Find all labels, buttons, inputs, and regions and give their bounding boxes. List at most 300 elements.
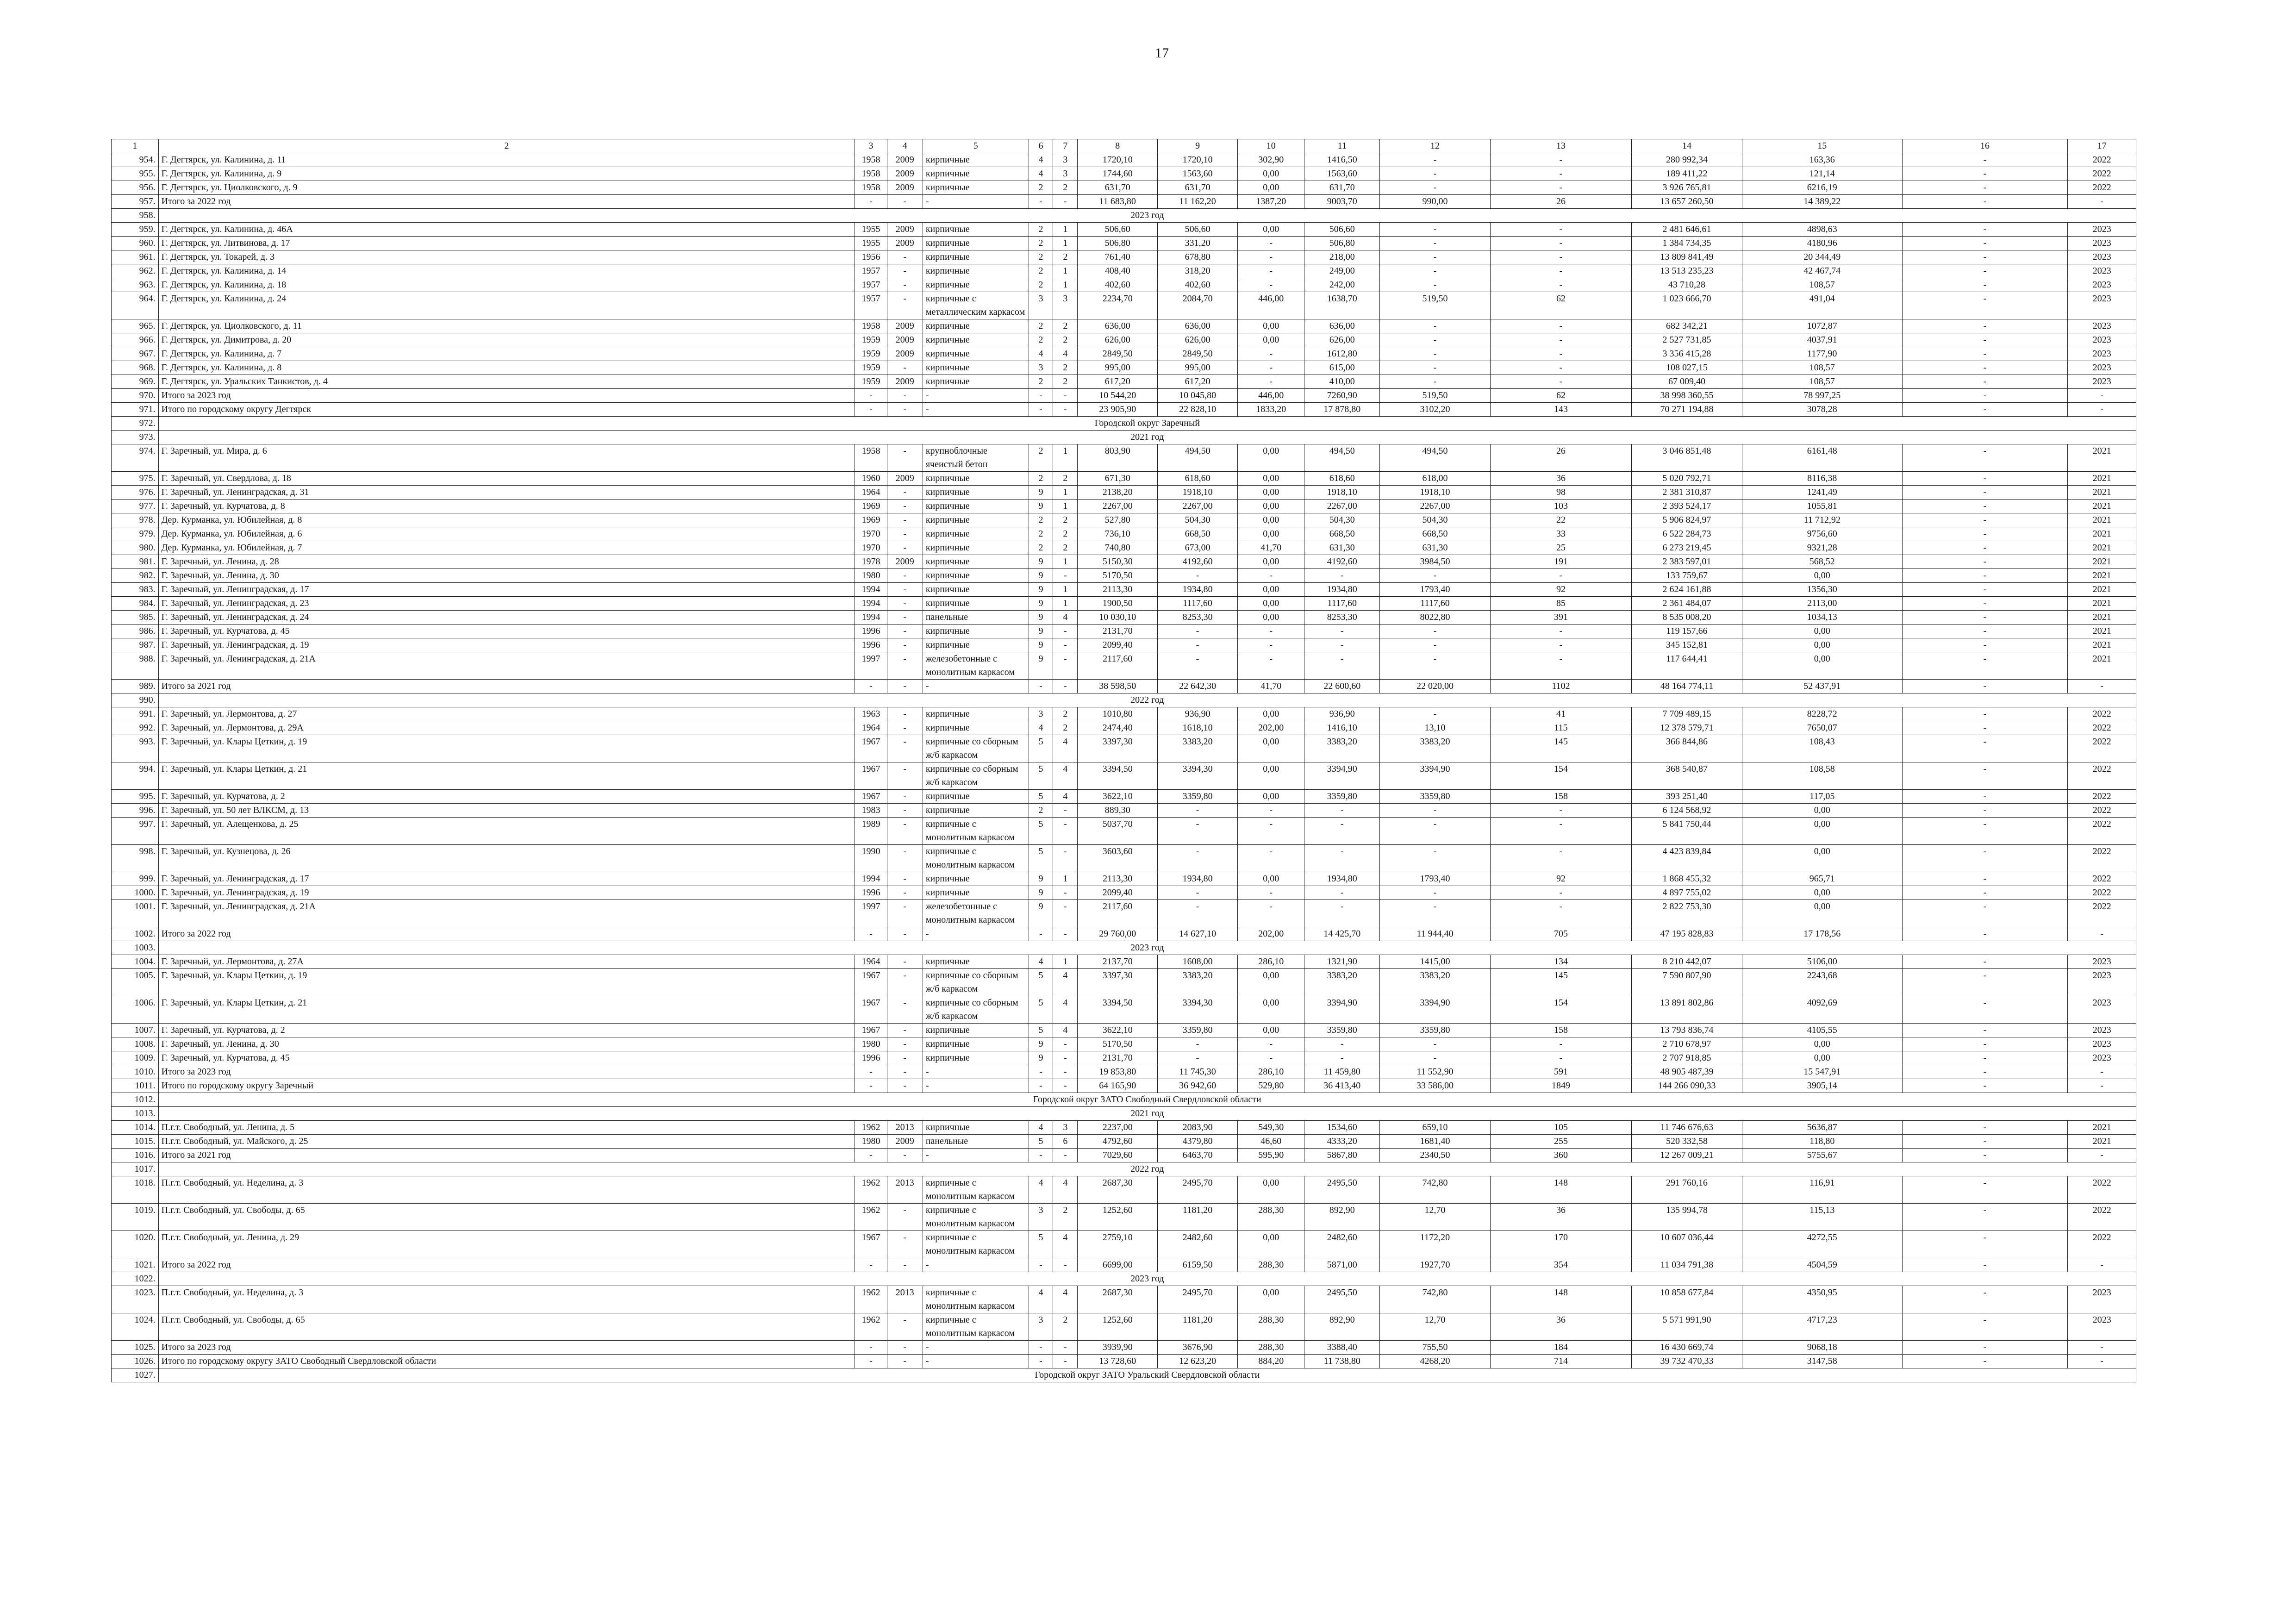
owned-area-cell: - [1380,181,1491,195]
year-built-cell: 1969 [855,500,887,513]
repair-year-cell: 2023 [2068,375,2136,389]
address-cell: Г. Дегтярск, ул. Циолковского, д. 9 [158,181,855,195]
cost-cell: 2 624 161,88 [1631,583,1742,597]
register-table-wrapper [111,139,2136,1382]
non-residential-area-cell: - [1238,638,1304,652]
table-row [112,389,2136,403]
wall-material-cell: кирпичные [923,804,1029,818]
repair-year-cell: 2021 [2068,444,2136,472]
entrances-cell: 4 [1053,762,1078,790]
non-residential-area-cell: - [1238,804,1304,818]
year-repaired-cell: - [887,389,923,403]
cost-per-m2-cell: 4105,55 [1742,1024,1902,1037]
address-cell: Дер. Курманка, ул. Юбилейная, д. 7 [158,541,855,555]
col16-cell: - [1902,1051,2068,1065]
year-repaired-cell: - [887,1065,923,1079]
floors-cell: - [1029,389,1053,403]
year-built-cell: 1994 [855,583,887,597]
year-repaired-cell: 2009 [887,1135,923,1149]
cost-cell: 1 384 734,35 [1631,237,1742,250]
owned-area-cell: 11 944,40 [1380,927,1491,941]
total-area-cell: 1252,60 [1078,1313,1158,1341]
repair-year-cell: 2021 [2068,569,2136,583]
floors-cell: 2 [1029,472,1053,486]
section-row [112,431,2136,444]
year-repaired-cell: - [887,1079,923,1093]
premises-area-cell: 3394,30 [1158,762,1238,790]
cost-per-m2-cell: 568,52 [1742,555,1902,569]
premises-area-cell: 3383,20 [1158,969,1238,996]
non-residential-area-cell: 0,00 [1238,555,1304,569]
residential-area-cell: 11 459,80 [1304,1065,1380,1079]
year-repaired-cell: - [887,361,923,375]
residential-area-cell: - [1304,1037,1380,1051]
column-number-header: 16 [1902,139,2068,153]
address-cell: Г. Заречный, ул. Ленина, д. 30 [158,569,855,583]
cost-per-m2-cell: 4504,59 [1742,1258,1902,1272]
col16-cell: - [1902,153,2068,167]
wall-material-cell: кирпичные с монолитным каркасом [923,1204,1029,1231]
premises-area-cell: 1181,20 [1158,1313,1238,1341]
year-repaired-cell: - [887,444,923,472]
year-built-cell: 1967 [855,996,887,1024]
col16-cell: - [1902,181,2068,195]
non-residential-area-cell: 446,00 [1238,292,1304,319]
residents-cell: - [1490,250,1631,264]
cost-cell: 11 034 791,38 [1631,1258,1742,1272]
premises-area-cell: - [1158,900,1238,927]
year-built-cell: 1967 [855,762,887,790]
premises-area-cell: 22 828,10 [1158,403,1238,417]
entrances-cell: - [1053,1341,1078,1355]
entrances-cell: 2 [1053,527,1078,541]
residents-cell: 105 [1490,1121,1631,1135]
address-cell: Дер. Курманка, ул. Юбилейная, д. 6 [158,527,855,541]
wall-material-cell: кирпичные [923,583,1029,597]
year-repaired-cell: - [887,403,923,417]
wall-material-cell: - [923,927,1029,941]
wall-material-cell: кирпичные с монолитным каркасом [923,1231,1029,1258]
floors-cell: 4 [1029,1176,1053,1204]
year-repaired-cell: 2009 [887,181,923,195]
year-repaired-cell: - [887,541,923,555]
floors-cell: 2 [1029,333,1053,347]
premises-area-cell: 10 045,80 [1158,389,1238,403]
residents-cell: 36 [1490,472,1631,486]
total-area-cell: 11 683,80 [1078,195,1158,209]
year-built-cell: - [855,680,887,693]
year-repaired-cell: - [887,1051,923,1065]
year-built-cell: - [855,1079,887,1093]
year-repaired-cell: - [887,845,923,872]
table-row [112,1258,2136,1272]
residential-area-cell: 3394,90 [1304,996,1380,1024]
premises-area-cell: 3359,80 [1158,1024,1238,1037]
premises-area-cell: 673,00 [1158,541,1238,555]
col16-cell: - [1902,1176,2068,1204]
entrances-cell: - [1053,1037,1078,1051]
residential-area-cell: 3383,20 [1304,969,1380,996]
year-built-cell: 1955 [855,237,887,250]
residential-area-cell: - [1304,652,1380,680]
total-area-cell: 506,60 [1078,223,1158,237]
total-area-cell: 3939,90 [1078,1341,1158,1355]
cost-per-m2-cell: 3147,58 [1742,1355,1902,1368]
residents-cell: 170 [1490,1231,1631,1258]
residential-area-cell: 1934,80 [1304,872,1380,886]
owned-area-cell: - [1380,1037,1491,1051]
cost-per-m2-cell: 4717,23 [1742,1313,1902,1341]
year-repaired-cell: - [887,969,923,996]
address-cell: Г. Заречный, ул. Курчатова, д. 8 [158,500,855,513]
entrances-cell: 4 [1053,611,1078,625]
floors-cell: 2 [1029,264,1053,278]
entrances-cell: 3 [1053,167,1078,181]
num-cell: 964. [112,292,159,319]
floors-cell: 9 [1029,1051,1053,1065]
col16-cell: - [1902,167,2068,181]
col16-cell: - [1902,790,2068,804]
cost-per-m2-cell: 965,71 [1742,872,1902,886]
col16-cell: - [1902,486,2068,500]
address-cell: П.г.т. Свободный, ул. Ленина, д. 29 [158,1231,855,1258]
non-residential-area-cell: 41,70 [1238,680,1304,693]
year-built-cell: 1990 [855,845,887,872]
owned-area-cell: 1681,40 [1380,1135,1491,1149]
non-residential-area-cell: - [1238,1037,1304,1051]
section-row [112,1368,2136,1382]
table-row [112,569,2136,583]
total-area-cell: 3397,30 [1078,735,1158,762]
address-cell: Итого за 2023 год [158,389,855,403]
repair-year-cell: 2021 [2068,1121,2136,1135]
residential-area-cell: 3359,80 [1304,790,1380,804]
owned-area-cell: 3394,90 [1380,762,1491,790]
total-area-cell: 2849,50 [1078,347,1158,361]
repair-year-cell: 2023 [2068,292,2136,319]
premises-area-cell: 11 745,30 [1158,1065,1238,1079]
non-residential-area-cell: - [1238,900,1304,927]
residents-cell: 191 [1490,555,1631,569]
total-area-cell: 2267,00 [1078,500,1158,513]
wall-material-cell: кирпичные [923,278,1029,292]
year-repaired-cell: - [887,927,923,941]
residential-area-cell: 668,50 [1304,527,1380,541]
repair-year-cell: 2023 [2068,250,2136,264]
num-cell: 955. [112,167,159,181]
non-residential-area-cell: 288,30 [1238,1204,1304,1231]
owned-area-cell: - [1380,707,1491,721]
entrances-cell: - [1053,625,1078,638]
residential-area-cell: 2495,50 [1304,1176,1380,1204]
non-residential-area-cell: 1387,20 [1238,195,1304,209]
owned-area-cell: 2267,00 [1380,500,1491,513]
premises-area-cell: 331,20 [1158,237,1238,250]
section-heading: 2023 год [158,941,2136,955]
total-area-cell: 2687,30 [1078,1176,1158,1204]
cost-per-m2-cell: 78 997,25 [1742,389,1902,403]
entrances-cell: 3 [1053,1121,1078,1135]
entrances-cell: - [1053,1079,1078,1093]
wall-material-cell: панельные [923,1135,1029,1149]
residential-area-cell: 892,90 [1304,1313,1380,1341]
residents-cell: - [1490,347,1631,361]
owned-area-cell: - [1380,278,1491,292]
table-row [112,652,2136,680]
floors-cell: 2 [1029,319,1053,333]
floors-cell: 2 [1029,237,1053,250]
owned-area-cell: 3394,90 [1380,996,1491,1024]
premises-area-cell: 2849,50 [1158,347,1238,361]
year-repaired-cell: 2009 [887,319,923,333]
repair-year-cell: 2021 [2068,541,2136,555]
year-built-cell: 1980 [855,1037,887,1051]
premises-area-cell: 36 942,60 [1158,1079,1238,1093]
total-area-cell: 10 030,10 [1078,611,1158,625]
wall-material-cell: железобетонные с монолитным каркасом [923,900,1029,927]
repair-year-cell: 2021 [2068,486,2136,500]
cost-cell: 48 905 487,39 [1631,1065,1742,1079]
table-row [112,1341,2136,1355]
year-repaired-cell: 2013 [887,1286,923,1313]
col16-cell: - [1902,1135,2068,1149]
non-residential-area-cell: 1833,20 [1238,403,1304,417]
non-residential-area-cell: - [1238,250,1304,264]
floors-cell: - [1029,680,1053,693]
repair-year-cell: 2022 [2068,845,2136,872]
year-repaired-cell: - [887,790,923,804]
owned-area-cell: 1927,70 [1380,1258,1491,1272]
num-cell: 969. [112,375,159,389]
owned-area-cell: - [1380,886,1491,900]
residential-area-cell: 218,00 [1304,250,1380,264]
residents-cell: 134 [1490,955,1631,969]
entrances-cell: - [1053,845,1078,872]
cost-cell: 117 644,41 [1631,652,1742,680]
premises-area-cell: 318,20 [1158,264,1238,278]
residential-area-cell: - [1304,818,1380,845]
entrances-cell: 4 [1053,996,1078,1024]
section-heading: Городской округ ЗАТО Уральский Свердловской области [158,1368,2136,1382]
total-area-cell: 2234,70 [1078,292,1158,319]
col16-cell: - [1902,333,2068,347]
entrances-cell: - [1053,195,1078,209]
section-heading: Городской округ Заречный [158,417,2136,431]
premises-area-cell: 2083,90 [1158,1121,1238,1135]
owned-area-cell: - [1380,845,1491,872]
total-area-cell: 1720,10 [1078,153,1158,167]
column-number-header: 15 [1742,139,1902,153]
entrances-cell: 2 [1053,1313,1078,1341]
col16-cell: - [1902,735,2068,762]
address-cell: Г. Заречный, ул. Ленинградская, д. 21А [158,900,855,927]
premises-area-cell: 1720,10 [1158,153,1238,167]
premises-area-cell: 1117,60 [1158,597,1238,611]
col16-cell: - [1902,1231,2068,1258]
owned-area-cell: 1793,40 [1380,872,1491,886]
floors-cell: 9 [1029,555,1053,569]
non-residential-area-cell: - [1238,347,1304,361]
address-cell: Г. Заречный, ул. Курчатова, д. 45 [158,1051,855,1065]
entrances-cell: - [1053,403,1078,417]
cost-cell: 2 381 310,87 [1631,486,1742,500]
address-cell: Г. Дегтярск, ул. Димитрова, д. 20 [158,333,855,347]
year-built-cell: 1994 [855,597,887,611]
owned-area-cell: - [1380,333,1491,347]
address-cell: Г. Заречный, ул. Клары Цеткин, д. 19 [158,969,855,996]
year-built-cell: 1956 [855,250,887,264]
repair-year-cell: 2022 [2068,900,2136,927]
wall-material-cell: кирпичные [923,955,1029,969]
premises-area-cell: - [1158,886,1238,900]
owned-area-cell: 22 020,00 [1380,680,1491,693]
year-repaired-cell: - [887,1037,923,1051]
wall-material-cell: - [923,1355,1029,1368]
residents-cell: - [1490,361,1631,375]
repair-year-cell: 2021 [2068,555,2136,569]
table-row [112,707,2136,721]
residential-area-cell: 631,30 [1304,541,1380,555]
entrances-cell: 2 [1053,721,1078,735]
year-repaired-cell: - [887,955,923,969]
year-repaired-cell: - [887,1024,923,1037]
cost-per-m2-cell: 7650,07 [1742,721,1902,735]
address-cell: Г. Дегтярск, ул. Калинина, д. 14 [158,264,855,278]
wall-material-cell: панельные [923,611,1029,625]
floors-cell: - [1029,403,1053,417]
col16-cell: - [1902,347,2068,361]
residents-cell: - [1490,1051,1631,1065]
address-cell: Г. Заречный, ул. Ленинградская, д. 21А [158,652,855,680]
year-built-cell: 1996 [855,625,887,638]
cost-cell: 10 607 036,44 [1631,1231,1742,1258]
table-row [112,735,2136,762]
total-area-cell: 2099,40 [1078,886,1158,900]
total-area-cell: 889,30 [1078,804,1158,818]
cost-cell: 7 590 807,90 [1631,969,1742,996]
cost-per-m2-cell: 11 712,92 [1742,513,1902,527]
num-cell: 982. [112,569,159,583]
repair-year-cell: 2022 [2068,1176,2136,1204]
floors-cell: 9 [1029,569,1053,583]
non-residential-area-cell: 0,00 [1238,707,1304,721]
floors-cell: 5 [1029,845,1053,872]
wall-material-cell: кирпичные [923,264,1029,278]
address-cell: П.г.т. Свободный, ул. Свободы, д. 65 [158,1313,855,1341]
floors-cell: - [1029,1341,1053,1355]
address-cell: Г. Дегтярск, ул. Калинина, д. 7 [158,347,855,361]
num-cell: 1009. [112,1051,159,1065]
total-area-cell: 1010,80 [1078,707,1158,721]
owned-area-cell: 494,50 [1380,444,1491,472]
year-repaired-cell: - [887,1258,923,1272]
total-area-cell: 38 598,50 [1078,680,1158,693]
cost-cell: 67 009,40 [1631,375,1742,389]
entrances-cell: 1 [1053,597,1078,611]
non-residential-area-cell: - [1238,625,1304,638]
repair-year-cell: 2022 [2068,804,2136,818]
year-repaired-cell: - [887,527,923,541]
year-built-cell: 1997 [855,900,887,927]
year-built-cell: 1959 [855,375,887,389]
total-area-cell: 3397,30 [1078,969,1158,996]
residents-cell: - [1490,375,1631,389]
total-area-cell: 740,80 [1078,541,1158,555]
premises-area-cell: 3383,20 [1158,735,1238,762]
column-number-header: 11 [1304,139,1380,153]
floors-cell: - [1029,1065,1053,1079]
address-cell: Г. Дегтярск, ул. Калинина, д. 8 [158,361,855,375]
num-cell: 970. [112,389,159,403]
table-row [112,1051,2136,1065]
num-cell: 959. [112,223,159,237]
total-area-cell: 506,80 [1078,237,1158,250]
floors-cell: 5 [1029,790,1053,804]
owned-area-cell: 3984,50 [1380,555,1491,569]
wall-material-cell: - [923,1341,1029,1355]
year-repaired-cell: - [887,680,923,693]
section-heading: Городской округ ЗАТО Свободный Свердловской области [158,1093,2136,1107]
cost-cell: 6 522 284,73 [1631,527,1742,541]
cost-cell: 11 746 676,63 [1631,1121,1742,1135]
repair-year-cell: 2022 [2068,872,2136,886]
table-row [112,375,2136,389]
col16-cell: - [1902,1313,2068,1341]
table-row [112,292,2136,319]
premises-area-cell: 3676,90 [1158,1341,1238,1355]
premises-area-cell: 618,60 [1158,472,1238,486]
owned-area-cell: - [1380,319,1491,333]
premises-area-cell: - [1158,638,1238,652]
premises-area-cell: 504,30 [1158,513,1238,527]
residential-area-cell: 494,50 [1304,444,1380,472]
repair-year-cell: 2022 [2068,721,2136,735]
cost-per-m2-cell: 108,58 [1742,762,1902,790]
cost-cell: 2 710 678,97 [1631,1037,1742,1051]
owned-area-cell: - [1380,347,1491,361]
address-cell: Г. Заречный, ул. Ленинградская, д. 31 [158,486,855,500]
address-cell: Итого по городскому округу ЗАТО Свободный Свердловской области [158,1355,855,1368]
cost-per-m2-cell: 52 437,91 [1742,680,1902,693]
housing-register-table [111,139,2136,1382]
address-cell: Дер. Курманка, ул. Юбилейная, д. 8 [158,513,855,527]
section-row [112,941,2136,955]
table-row [112,1079,2136,1093]
num-cell: 987. [112,638,159,652]
entrances-cell: - [1053,638,1078,652]
num-cell: 988. [112,652,159,680]
cost-cell: 144 266 090,33 [1631,1079,1742,1093]
year-built-cell: - [855,927,887,941]
year-repaired-cell: - [887,195,923,209]
floors-cell: 3 [1029,361,1053,375]
wall-material-cell: - [923,1065,1029,1079]
table-row [112,223,2136,237]
residents-cell: 145 [1490,969,1631,996]
residential-area-cell: 1321,90 [1304,955,1380,969]
premises-area-cell: 506,60 [1158,223,1238,237]
wall-material-cell: кирпичные [923,541,1029,555]
cost-cell: 7 709 489,15 [1631,707,1742,721]
residential-area-cell: 5867,80 [1304,1149,1380,1162]
residential-area-cell: 3394,90 [1304,762,1380,790]
num-cell: 1001. [112,900,159,927]
wall-material-cell: - [923,389,1029,403]
table-row [112,264,2136,278]
cost-cell: 13 793 836,74 [1631,1024,1742,1037]
column-number-header: 7 [1053,139,1078,153]
wall-material-cell: кирпичные со сборным ж/б каркасом [923,762,1029,790]
